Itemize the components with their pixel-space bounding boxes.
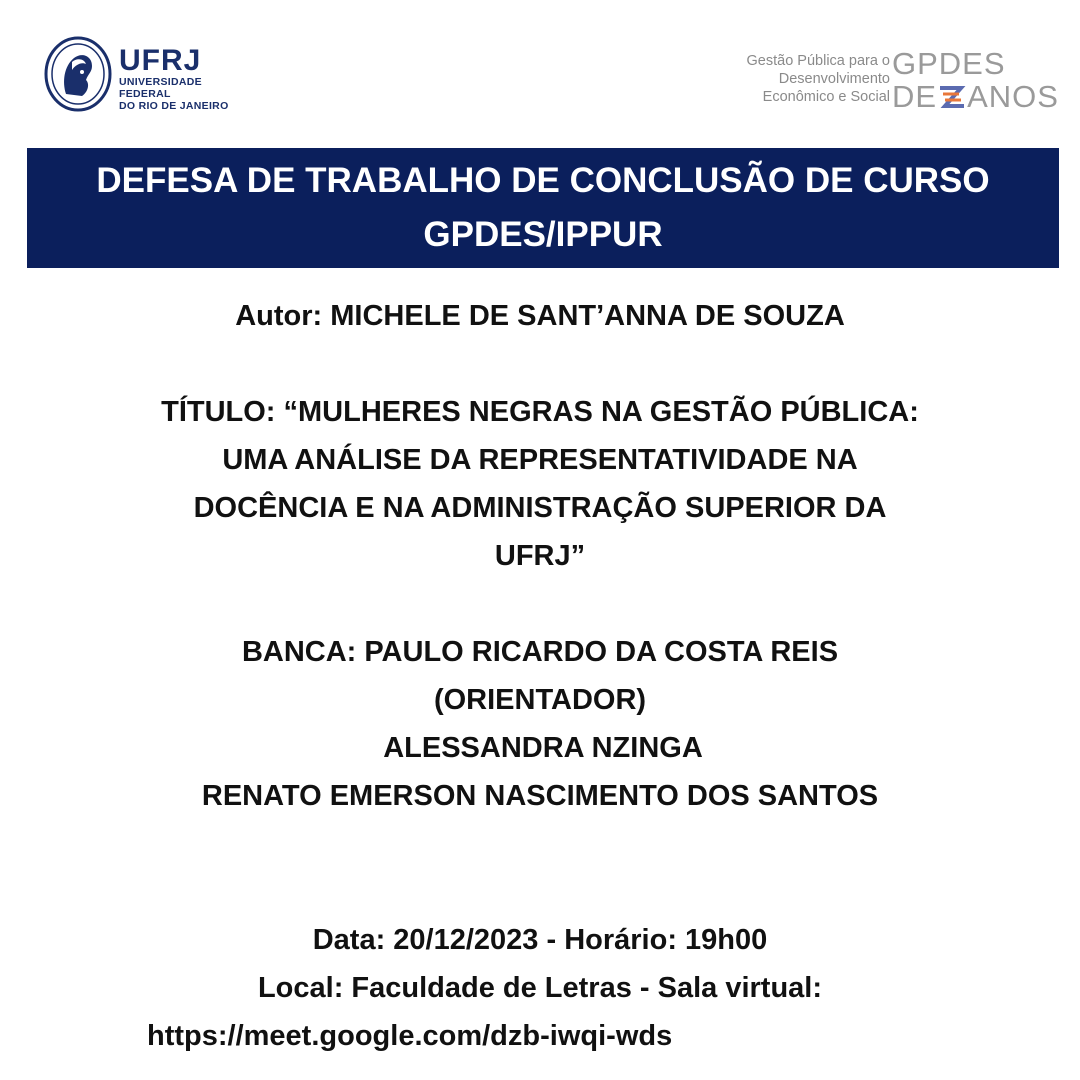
committee-line: BANCA: PAULO RICARDO DA COSTA REIS [241,636,839,668]
gpdes-mark-row1 [892,47,1059,80]
thesis-title-line: TÍTULO: “MULHERES NEGRAS NA GESTÃO PÚBLICA: [161,396,919,428]
gpdes-tagline-line3: Econômico e Social [762,89,890,105]
banner-line1: DEFESA DE TRABALHO DE CONCLUSÃO DE CURSO [96,161,990,200]
gpdes-mark-line1: GPDES [892,46,1006,81]
meeting-link[interactable]: https://meet.google.com/dzb-iwqi-wds [147,1020,673,1052]
ufrj-subtitle-line1: UNIVERSIDADE FEDERAL [119,76,202,100]
banner-line2: GPDES/IPPUR [423,215,663,254]
gpdes-mark-line2: DE [892,79,938,114]
author-line: Autor: MICHELE DE SANT’ANNA DE SOUZA [235,300,845,332]
gpdes-tagline [747,52,890,106]
location-line: Local: Faculdade de Letras - Sala virtual: [257,972,823,1004]
gpdes-mark-row2 [892,80,1059,113]
gpdes-tagline-line1: Gestão Pública para o [746,53,890,69]
ufrj-name: UFRJ [119,44,202,77]
spacer [40,868,1040,916]
committee-line: ALESSANDRA NZINGA [383,732,703,764]
ufrj-logo [44,36,254,112]
spacer [40,820,1040,868]
gpdes-mark [892,47,1059,113]
gpdes-mark-line2-end: ANOS [967,79,1059,114]
gpdes-tagline-line2: Desenvolvimento [778,71,890,87]
ufrj-subtitle-line2: DO RIO DE JANEIRO [119,100,229,112]
committee-line: (ORIENTADOR) [433,684,647,716]
thesis-title-line: DOCÊNCIA E NA ADMINISTRAÇÃO SUPERIOR DA [193,492,887,524]
title-banner [27,148,1059,268]
thesis-title-line: UMA ANÁLISE DA REPRESENTATIVIDADE NA [222,444,858,476]
date-time-line: Data: 20/12/2023 - Horário: 19h00 [312,924,768,956]
gpdes-logo [730,44,1059,120]
gpdes-10-years-icon [937,82,967,112]
thesis-title-line: UFRJ” [494,540,586,572]
defense-details [40,292,1040,1060]
ufrj-subtitle [119,76,254,112]
spacer [40,340,1040,388]
spacer [40,580,1040,628]
committee-line: RENATO EMERSON NASCIMENTO DOS SANTOS [201,780,879,812]
ufrj-minerva-emblem-icon [44,36,112,112]
